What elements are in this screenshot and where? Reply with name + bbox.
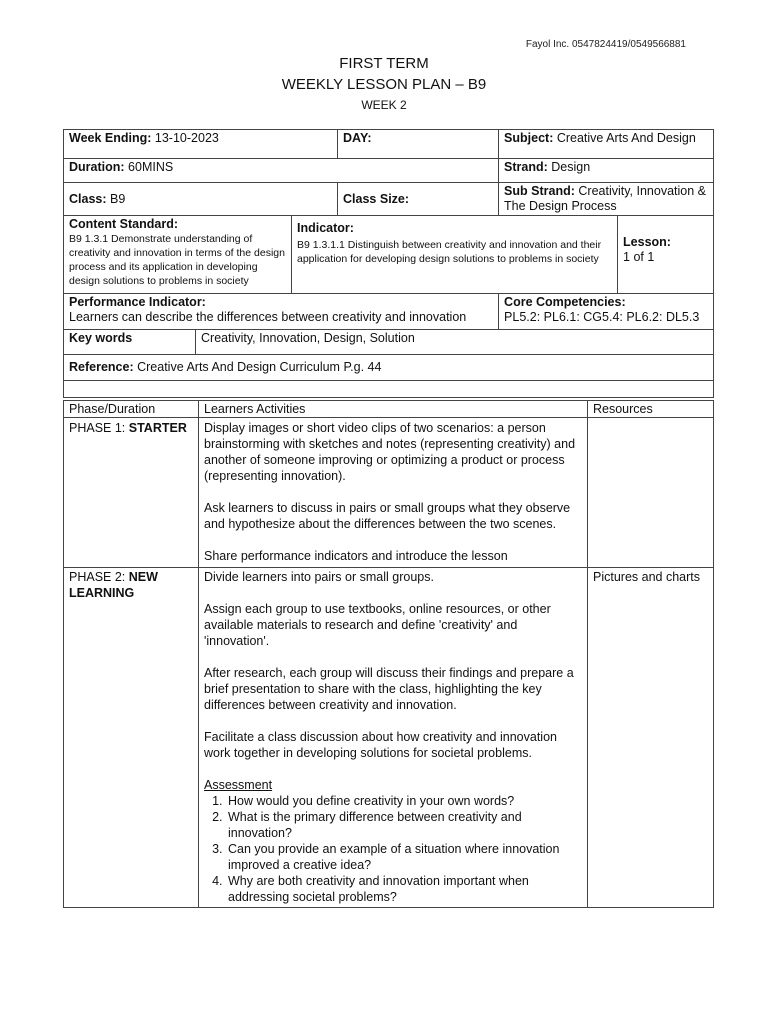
day-label: DAY: [343, 131, 372, 145]
phases-header-row [64, 401, 714, 418]
lesson-info-table [63, 129, 714, 398]
assessment-question: 1. How would you define creativity in your own words? [226, 793, 582, 809]
phase2-resources-cell: Pictures and charts [588, 568, 714, 908]
core-competencies-value: PL5.2: PL6.1: CG5.4: PL6.2: DL5.3 [504, 310, 700, 324]
phase2-paragraph: After research, each group will discuss their findings and prepare a brief presentation to share with the class, highlighting the key differences between creativity and innovation. [204, 666, 574, 712]
info-row-class [64, 183, 714, 216]
strand-label: Strand: [504, 160, 548, 174]
assessment-question: 4. Why are both creativity and innovation important when addressing societal problems? [226, 873, 582, 905]
class-size-cell [338, 183, 499, 216]
duration-value: 60MINS [128, 160, 174, 174]
assessment-questions [204, 793, 582, 905]
phase2-name: NEW LEARNING [69, 570, 158, 600]
info-row-content [64, 216, 714, 294]
content-standard-cell [64, 216, 292, 294]
info-row-week [64, 130, 714, 159]
strand-value: Design [551, 160, 591, 174]
indicator-value: B9 1.3.1.1 Distinguish between creativity and innovation and their application for developing design solutions to problems in society [297, 239, 602, 265]
header-contact-note: Fayol Inc. 0547824419/0549566881 [525, 39, 686, 50]
info-row-keywords [64, 330, 714, 355]
phase2-prefix: PHASE 2: [69, 570, 129, 584]
header-activities: Learners Activities [199, 401, 588, 418]
assessment-question: 3. Can you provide an example of a situation where innovation improved a creative idea? [226, 841, 582, 873]
performance-indicator-label: Performance Indicator: [69, 295, 206, 309]
indicator-label: Indicator: [297, 221, 354, 235]
phase2-paragraph: Facilitate a class discussion about how creativity and innovation work together in developing solutions for societal problems. [204, 730, 557, 760]
day-cell [338, 130, 499, 159]
reference-label: Reference: [69, 360, 134, 374]
reference-value: Creative Arts And Design Curriculum P.g. 44 [137, 360, 382, 374]
phase1-label-cell [64, 418, 199, 568]
content-standard-label: Content Standard: [69, 217, 179, 231]
indicator-cell [292, 216, 618, 294]
document-titles [0, 54, 768, 114]
header-resources: Resources [588, 401, 714, 418]
keywords-label-cell [64, 330, 196, 355]
subject-label: Subject: [504, 131, 554, 145]
duration-label: Duration: [69, 160, 125, 174]
keywords-value-cell [196, 330, 714, 355]
duration-cell [64, 159, 499, 183]
empty-cell [64, 381, 714, 398]
phase1-resources-cell [588, 418, 714, 568]
core-competencies-cell [499, 294, 714, 330]
info-row-empty [64, 381, 714, 398]
subject-value: Creative Arts And Design [556, 131, 696, 145]
week-ending-label: Week Ending: [69, 131, 152, 145]
phase1-paragraph: Display images or short video clips of two scenarios: a person brainstorming with sketches and notes (representing creativity) and another of someone improving or optimizing a product or process (representing innovation). [204, 421, 576, 483]
sub-strand-value: Creativity, Innovation & The Design Process [504, 184, 706, 213]
performance-indicator-cell [64, 294, 499, 330]
performance-indicator-value: Learners can describe the differences between creativity and innovation [69, 310, 467, 324]
lesson-phases-table [63, 400, 714, 908]
subject-cell [499, 130, 714, 159]
core-competencies-label: Core Competencies: [504, 295, 626, 309]
phase2-paragraph: Assign each group to use textbooks, online resources, or other available materials to research and define 'creativity' and 'innovation'. [204, 602, 551, 648]
sub-strand-cell [499, 183, 714, 216]
info-row-duration [64, 159, 714, 183]
lesson-label: Lesson: [623, 235, 671, 249]
class-size-label: Class Size: [343, 191, 410, 206]
phase1-paragraph: Ask learners to discuss in pairs or small groups what they observe and hypothesize about the differences between the two scenes. [204, 501, 571, 531]
phase1-prefix: PHASE 1: [69, 421, 129, 435]
class-value: B9 [110, 191, 126, 206]
week-label: WEEK 2 [361, 98, 407, 112]
assessment-question: 2. What is the primary difference between creativity and innovation? [226, 809, 582, 841]
keywords-value: Creativity, Innovation, Design, Solution [201, 331, 415, 345]
class-label: Class: [69, 191, 107, 206]
info-row-performance [64, 294, 714, 330]
keywords-label: Key words [69, 331, 133, 345]
info-row-reference [64, 355, 714, 381]
week-ending-value: 13-10-2023 [154, 131, 219, 145]
phase2-activities-cell [199, 568, 588, 908]
header-phase: Phase/Duration [64, 401, 199, 418]
phase1-paragraph: Share performance indicators and introduce the lesson [204, 549, 508, 563]
class-cell [64, 183, 338, 216]
document-subtitle: WEEKLY LESSON PLAN – B9 [281, 76, 487, 93]
phase2-paragraph: Divide learners into pairs or small groups. [204, 570, 434, 584]
sub-strand-label: Sub Strand: [504, 184, 575, 198]
lesson-value: 1 of 1 [623, 250, 655, 264]
phase1-row [64, 418, 714, 568]
phase1-activities-cell [199, 418, 588, 568]
phase1-name: STARTER [128, 421, 187, 435]
assessment-title: Assessment [204, 778, 273, 792]
phase2-row [64, 568, 714, 908]
reference-cell [64, 355, 714, 381]
week-ending-cell [64, 130, 338, 159]
strand-cell [499, 159, 714, 183]
phase2-label-cell [64, 568, 199, 908]
lesson-cell [618, 216, 714, 294]
document-title: FIRST TERM [339, 55, 429, 72]
content-standard-value: B9 1.3.1 Demonstrate understanding of creativity and innovation in terms of the design process and its application in developing design solutions to problems in society [69, 233, 285, 287]
